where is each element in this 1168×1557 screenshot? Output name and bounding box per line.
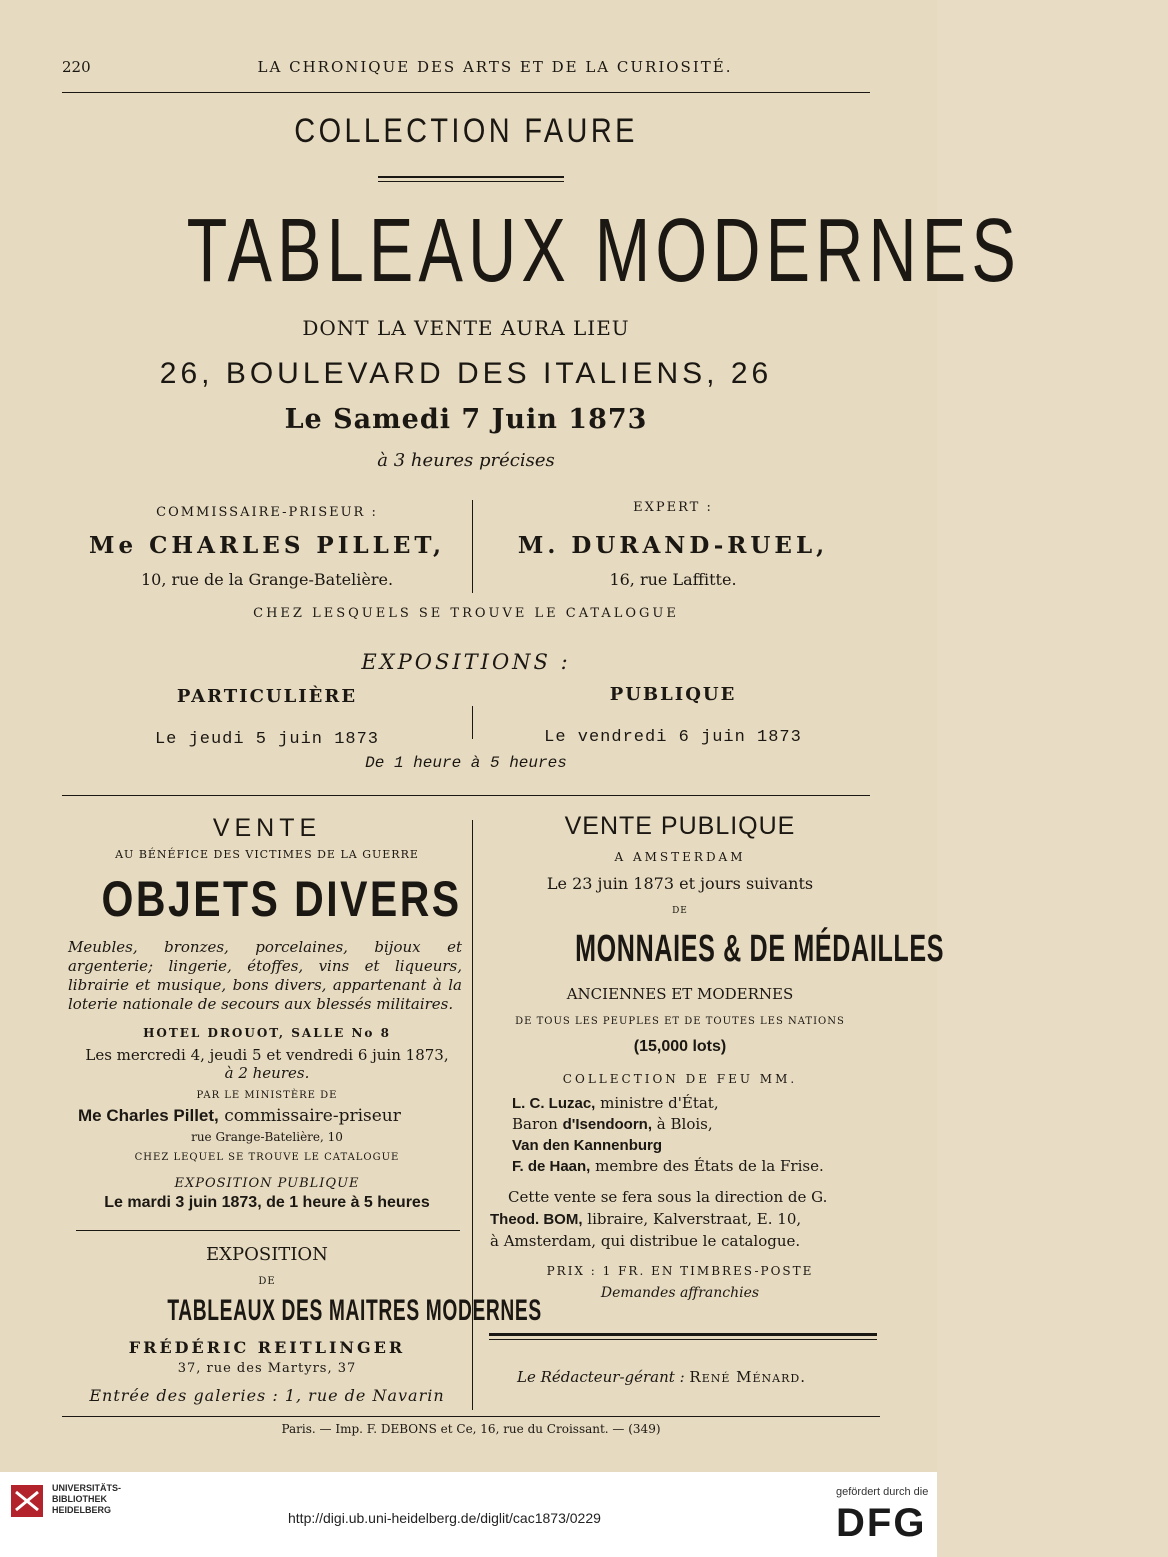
ornament-rule-thin [378,181,564,182]
auctioneer-label: COMMISSAIRE-PRISEUR : [156,505,378,520]
sale-address: 26, BOULEVARD DES ITALIENS, 26 [159,357,773,390]
right-thick-rule [489,1333,877,1336]
section-rule [62,795,870,796]
left-ad-dates: Les mercredi 4, jeudi 5 et vendredi 6 juin 1873, [85,1046,449,1064]
dfg-logo: DFG [836,1501,927,1545]
collector-row: L. C. Luzac, ministre d'État, [512,1094,719,1112]
imprint: Paris. — Imp. F. DEBONS et Ce, 16, rue du Croissant. — (349) [281,1422,661,1436]
catalogue-note: CHEZ LESQUELS SE TROUVE LE CATALOGUE [253,606,679,621]
ornament-rule [378,176,564,178]
collector-row: Van den Kannenburg [512,1137,663,1154]
public-exposition-date: Le vendredi 6 juin 1873 [544,728,802,747]
left-ad-exposition-date: Le mardi 3 juin 1873, de 1 heure à 5 heures [104,1194,430,1211]
editor-credit: Le Rédacteur-gérant : René Ménard. [517,1368,806,1386]
left-ad-auctioneer: Me Charles Pillet, commissaire-priseur [78,1106,401,1126]
right-ad-headline: MONNAIES & DE MÉDAILLES [575,928,945,970]
expert-label: EXPERT : [633,500,713,515]
sale-intro: DONT LA VENTE AURA LIEU [302,316,630,340]
collector-row: Baron d'Isendoorn, à Blois, [512,1115,713,1133]
collector-row: F. de Haan, membre des États de la Frise. [512,1157,824,1175]
imprint-rule [62,1416,880,1417]
exposition-ad-address: 37, rue des Martyrs, 37 [177,1361,357,1376]
right-thin-rule [489,1339,877,1340]
expert-address: 16, rue Laffitte. [609,570,737,589]
left-ad-exposition-label: EXPOSITION PUBLIQUE [174,1176,360,1191]
right-ad-city: A AMSTERDAM [614,850,746,864]
right-ad-scope: DE TOUS LES PEUPLES ET DE TOUTES LES NATIONS [515,1016,845,1027]
sale-date: Le Samedi 7 Juin 1873 [284,404,648,435]
permalink-url[interactable]: http://digi.ub.uni-heidelberg.de/diglit/cac1873/0229 [288,1510,601,1526]
right-ad-direction-1: Cette vente se fera sous la direction de G. [508,1188,828,1206]
page-number: 220 [62,58,91,76]
sale-time: à 3 heures précises [377,450,555,471]
collection-title: COLLECTION FAURE [294,112,638,150]
left-ad-title: VENTE [212,814,322,842]
left-ad-description: Meubles, bronzes, porcelaines, bijoux et argenterie; lingerie, étoffes, vins et liqueurs, librairie et musique, bons divers, appartenant à la loterie nationale de secours aux blessés militaires. [68,938,462,1013]
private-exposition-label: PARTICULIÈRE [176,686,358,707]
expositions-title: EXPOSITIONS : [361,650,571,674]
left-ad-catalogue-note: CHEZ LEQUEL SE TROUVE LE CATALOGUE [134,1152,400,1163]
digitization-footer [0,1472,937,1557]
right-ad-lots: (15,000 lots) [633,1038,727,1055]
right-ad-dates: Le 23 juin 1873 et jours suivants [546,874,814,893]
public-exposition-label: PUBLIQUE [609,684,737,705]
left-ad-ministry: PAR LE MINISTÈRE DE [196,1090,338,1101]
right-ad-direction-3: à Amsterdam, qui distribue le catalogue. [490,1232,801,1250]
exposition-ad-name: FRÉDÉRIC REITLINGER [128,1338,406,1357]
left-ad-time: à 2 heures. [224,1064,310,1082]
exposition-ad-title: EXPOSITION [206,1244,328,1265]
right-ad-de: DE [672,906,688,916]
journal-title: LA CHRONIQUE DES ARTS ET DE LA CURIOSITÉ. [257,58,733,76]
library-logo-icon [10,1484,44,1518]
right-ad-direction-2: Theod. BOM, libraire, Kalverstraat, E. 10, [490,1210,802,1228]
exposition-hours: De 1 heure à 5 heures [365,754,567,772]
exposition-ad-entrance: Entrée des galeries : 1, rue de Navarin [89,1386,445,1405]
right-ad-title: VENTE PUBLIQUE [564,812,796,840]
auctioneer-address: 10, rue de la Grange-Batelière. [140,570,394,589]
left-ad-subtitle: AU BÉNÉFICE DES VICTIMES DE LA GUERRE [115,848,419,861]
main-headline: TABLEAUX MODERNES [186,201,1021,301]
right-ad-subtitle: ANCIENNES ET MODERNES [566,985,794,1003]
right-ad-collection-label: COLLECTION DE FEU MM. [562,1072,798,1086]
left-inner-rule [76,1230,460,1231]
left-ad-auctioneer-address: rue Grange-Batelière, 10 [191,1130,343,1144]
right-ad-price: PRIX : 1 FR. EN TIMBRES-POSTE [546,1264,814,1278]
exposition-ad-de: DE [258,1276,276,1287]
left-ad-headline: OBJETS DIVERS [101,871,462,927]
exposition-ad-headline: TABLEAUX DES MAITRES MODERNES [167,1294,542,1327]
left-ad-venue: HOTEL DROUOT, SALLE No 8 [143,1026,391,1040]
funded-by-label: gefördert durch die [836,1486,929,1498]
library-name: UNIVERSITÄTS- BIBLIOTHEK HEIDELBERG [52,1483,122,1515]
right-ad-price-note: Demandes affranchies [600,1285,760,1301]
private-exposition-date: Le jeudi 5 juin 1873 [154,730,380,749]
auctioneer-name: Me CHARLES PILLET, [89,532,445,559]
header-rule [62,92,870,93]
expert-name: M. DURAND-RUEL, [517,532,829,559]
